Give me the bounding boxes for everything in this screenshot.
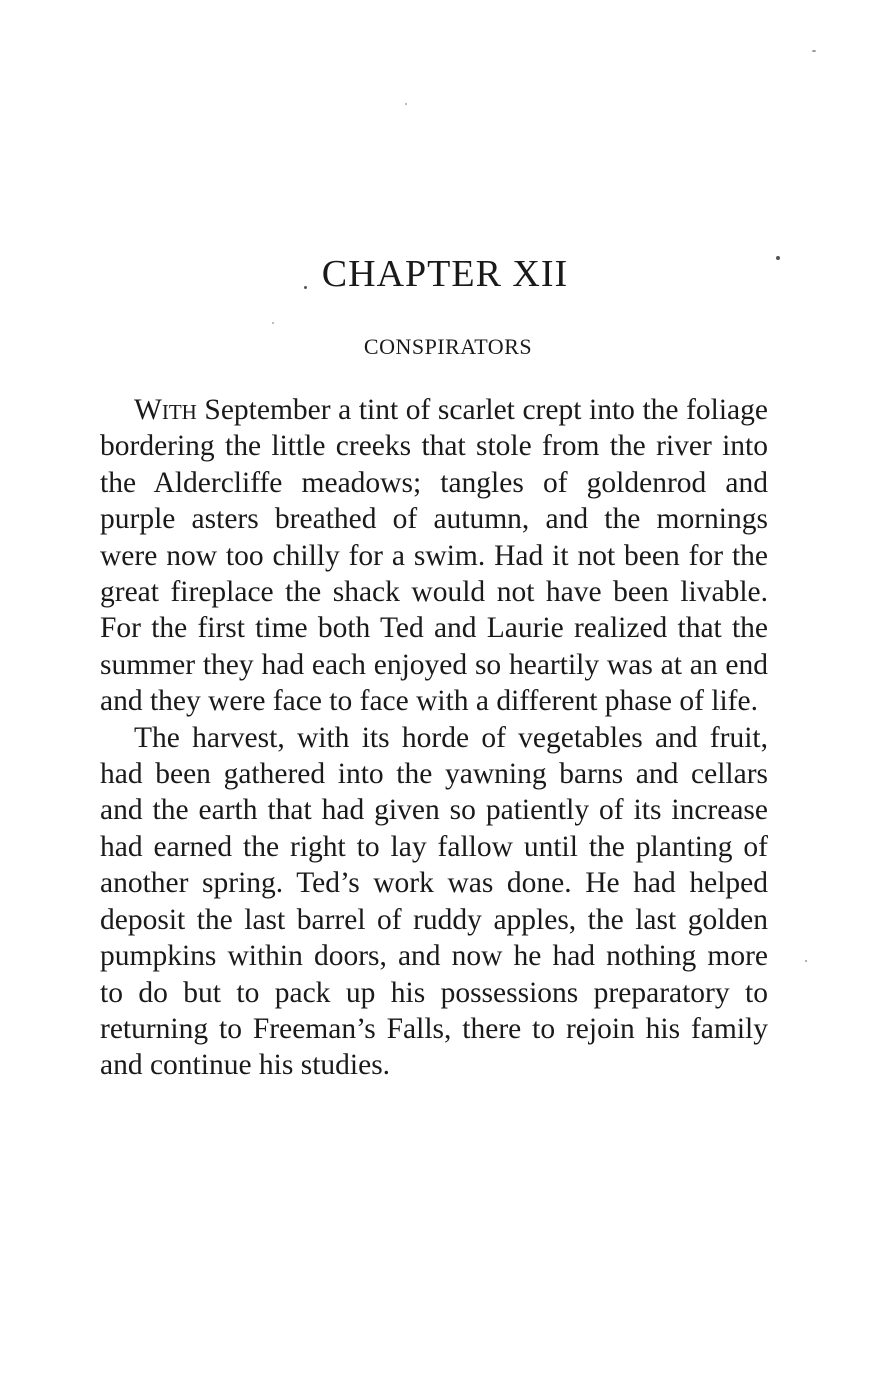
chapter-body [100,392,768,1084]
paragraph-1-text: September a tint of scarlet crept into the foliage bordering the little creeks that stole from the river into the Aldercliffe meadows; tangles of goldenrod and purple asters breathed of autumn, and the mornings were now too chilly for a swim. Had it not been for the great fireplace the shack would not have been livable. For the first time both Ted and Laurie realized that the summer they had each enjoyed so heartily was at an end and they were face to face with a different phase of life. [100,394,768,718]
scan-speck [272,322,274,324]
chapter-title: CHAPTER XII [321,253,569,295]
scan-speck [304,286,307,289]
paragraph-2 [100,720,768,1084]
scan-speck [776,256,780,260]
paragraph-2-text: The harvest, with its horde of vegetables and fruit, had been gathered into the yawning barns and cellars and the earth that had given so patiently of its increase had earned the right to lay fallow until the planting of another spring. Ted’s work was done. He had helped deposit the last barrel of ruddy apples, the last golden pumpkins within doors, and now he had nothing more to do but to pack up his possessions preparatory to returning to Freeman’s Falls, there to rejoin his family and continue his studies. [100,721,768,1082]
scan-speck [812,50,816,52]
opening-letter: W [134,394,162,426]
chapter-subtitle: CONSPIRATORS [363,334,533,359]
opening-smallcaps: ith [161,394,197,426]
paragraph-1 [100,392,768,720]
scan-speck [805,960,807,962]
scan-speck [405,103,407,105]
